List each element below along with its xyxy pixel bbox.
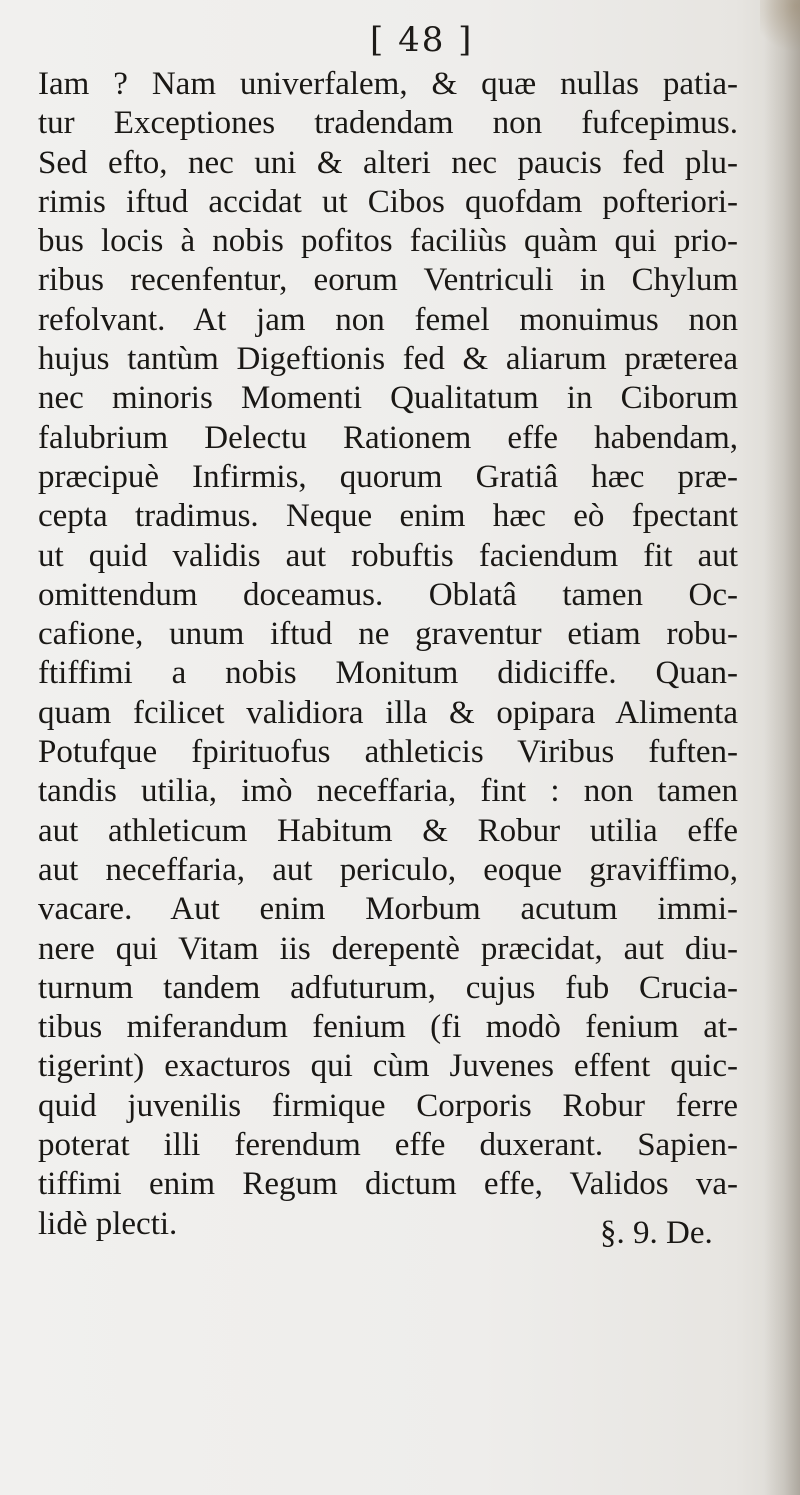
text-line: refolvant. At jam non femel monuimus non bbox=[38, 301, 738, 338]
text-line: omittendum doceamus. Oblatâ tamen Oc- bbox=[38, 576, 738, 613]
text-line: tiffimi enim Regum dictum effe, Validos va- bbox=[38, 1166, 738, 1203]
text-line: tandis utilia, imò neceffaria, fint : non tamen bbox=[38, 773, 738, 810]
body-text bbox=[38, 65, 738, 1244]
text-line: Sed efto, nec uni & alteri nec paucis fed plu- bbox=[38, 144, 738, 181]
text-line: nec minoris Momenti Qualitatum in Ciborum bbox=[38, 380, 738, 417]
text-line: aut neceffaria, aut periculo, eoque graviffimo, bbox=[38, 851, 738, 888]
text-line: lidè plecti. bbox=[38, 1205, 178, 1242]
catchword: §. 9. De. bbox=[600, 1215, 713, 1251]
text-line: Potufque fpirituofus athleticis Viribus fuften- bbox=[38, 734, 738, 771]
text-line: poterat illi ferendum effe duxerant. Sapien- bbox=[38, 1127, 738, 1164]
text-line: tigerint) exacturos qui cùm Juvenes effent quic- bbox=[38, 1048, 738, 1085]
text-line: hujus tantùm Digeftionis fed & aliarum præterea bbox=[38, 341, 738, 378]
text-line: ut quid validis aut robuftis faciendum fit aut bbox=[38, 537, 738, 574]
text-line: turnum tandem adfuturum, cujus fub Crucia- bbox=[38, 969, 738, 1006]
text-line: aut athleticum Habitum & Robur utilia effe bbox=[38, 812, 738, 849]
text-line: Iam ? Nam univerfalem, & quæ nullas patia- bbox=[38, 66, 738, 102]
text-line: præcipuè Infirmis, quorum Gratiâ hæc præ- bbox=[38, 458, 738, 495]
text-line: ribus recenfentur, eorum Ventriculi in Chylum bbox=[38, 262, 738, 299]
text-line: quam fcilicet validiora illa & opipara Alimenta bbox=[38, 694, 738, 731]
text-line: quid juvenilis firmique Corporis Robur ferre bbox=[38, 1087, 738, 1124]
text-line: ftiffimi a nobis Monitum didiciffe. Quan- bbox=[38, 655, 738, 692]
page-edge-shadow bbox=[764, 0, 800, 1495]
text-line: cafione, unum iftud ne graventur etiam robu- bbox=[38, 616, 738, 653]
page-corner-stain bbox=[760, 0, 800, 60]
text-line: cepta tradimus. Neque enim hæc eò fpectant bbox=[38, 498, 738, 535]
text-line: tur Exceptiones tradendam non fufcepimus. bbox=[38, 105, 738, 142]
text-line: falubrium Delectu Rationem effe habendam, bbox=[38, 419, 738, 456]
text-line: rimis iftud accidat ut Cibos quofdam pofteriori- bbox=[38, 183, 738, 220]
text-line: tibus miferandum fenium (fi modò fenium at- bbox=[38, 1009, 738, 1046]
text-line: bus locis à nobis pofitos faciliùs quàm qui prio- bbox=[38, 223, 738, 260]
text-line: nere qui Vitam iis derepentè præcidat, aut diu- bbox=[38, 930, 738, 967]
page-number: [ 48 ] bbox=[370, 20, 474, 60]
text-line: vacare. Aut enim Morbum acutum immi- bbox=[38, 891, 738, 928]
